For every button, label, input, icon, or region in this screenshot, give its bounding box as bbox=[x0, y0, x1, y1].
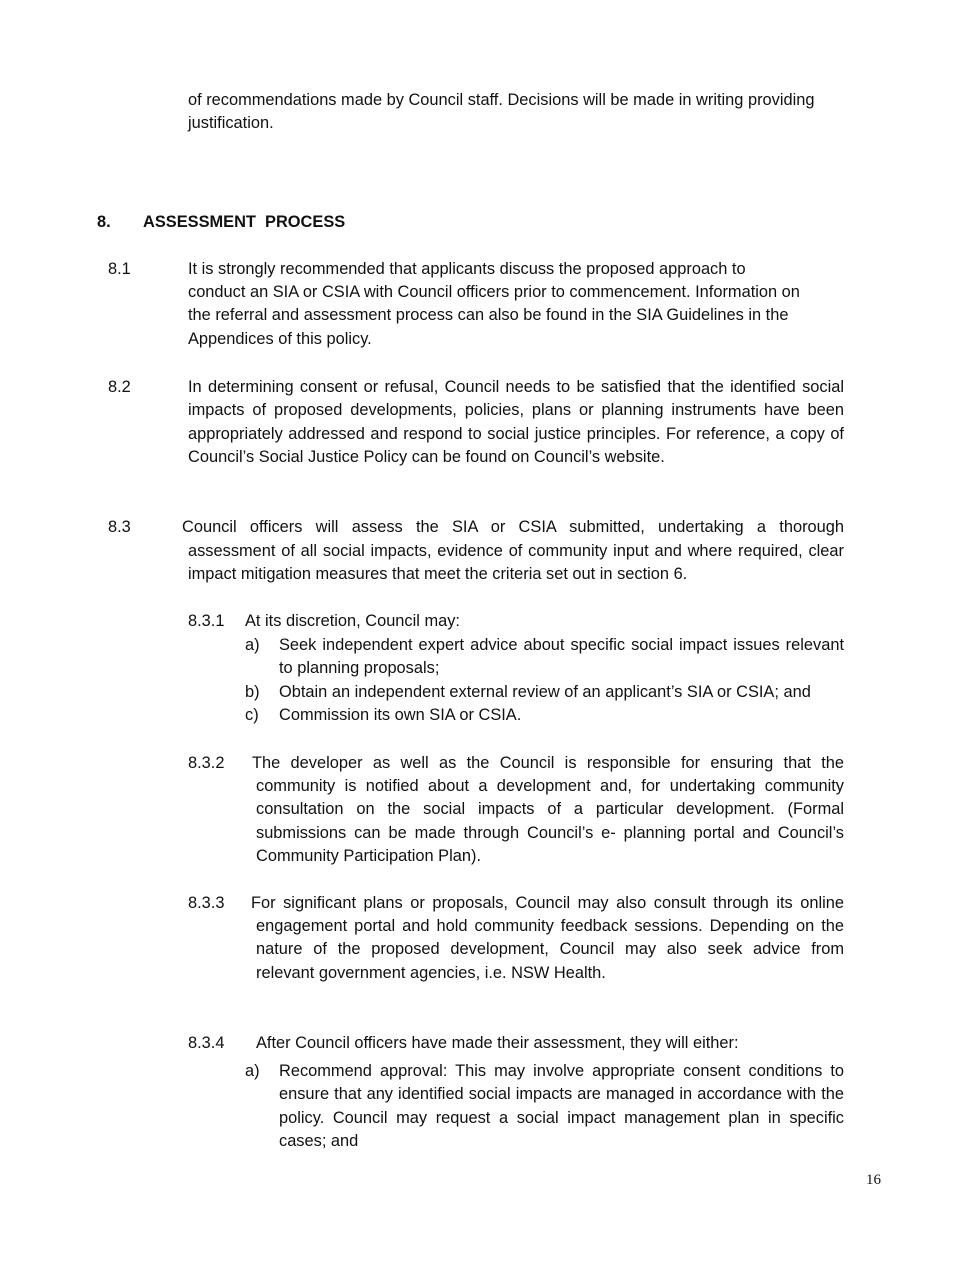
para-8-3-3-first-line: For significant plans or proposals, Council may also consult through its online bbox=[251, 894, 844, 912]
para-8-3-4-intro: After Council officers have made their assessment, they will either: bbox=[256, 1034, 739, 1052]
section-title: ASSESSMENT PROCESS bbox=[143, 213, 346, 231]
list-marker: a) bbox=[245, 636, 260, 654]
para-8-2-number: 8.2 bbox=[108, 378, 131, 396]
para-8-1-line: Appendices of this policy. bbox=[188, 330, 372, 348]
list-marker: a) bbox=[245, 1062, 260, 1080]
para-8-3-4-number: 8.3.4 bbox=[188, 1034, 225, 1052]
para-8-1-line: the referral and assessment process can also be found in the SIA Guidelines in the bbox=[188, 306, 789, 324]
para-8-3-number: 8.3 bbox=[108, 518, 131, 536]
para-8-3-3-number: 8.3.3 bbox=[188, 894, 225, 912]
list-marker: c) bbox=[245, 706, 259, 724]
para-8-1-line: conduct an SIA or CSIA with Council officers prior to commencement. Information on bbox=[188, 283, 800, 301]
para-8-3-3-text: engagement portal and hold community feedback sessions. Depending on the nature of the proposed development, Council may also seek advice from relevant government agencies, i.e. NSW Health. bbox=[256, 917, 844, 982]
para-8-3-2-last-line: Community Participation Plan). bbox=[256, 847, 482, 865]
para-8-2-text: In determining consent or refusal, Council needs to be satisfied that the identified social impacts of proposed developments, policies, plans or planning instruments have been appropriately addressed and respond to social justice principles. For reference, a copy of Council’s Social Justice Policy can be found on Council’s website. bbox=[188, 378, 844, 466]
para-8-3-1-intro: At its discretion, Council may: bbox=[245, 612, 460, 630]
para-8-1-number: 8.1 bbox=[108, 260, 131, 278]
list-marker: b) bbox=[245, 683, 260, 701]
list-item-text: Commission its own SIA or CSIA. bbox=[279, 706, 522, 724]
para-8-1-line: It is strongly recommended that applicants discuss the proposed approach to bbox=[188, 260, 746, 278]
list-item-text: Obtain an independent external review of an applicant’s SIA or CSIA; and bbox=[279, 683, 811, 701]
intro-line-2: justification. bbox=[188, 114, 274, 132]
intro-line-1: of recommendations made by Council staff. Decisions will be made in writing providing bbox=[188, 91, 815, 109]
page-number: 16 bbox=[866, 1172, 881, 1188]
para-8-3-2-first-line: The developer as well as the Council is responsible for ensuring that the bbox=[252, 754, 844, 772]
section-number: 8. bbox=[97, 213, 111, 231]
list-item-text: Recommend approval: This may involve appropriate consent conditions to ensure that any identified social impacts are managed in accordance with the policy. Council may request a social impact management plan in specific cases; and bbox=[279, 1062, 844, 1150]
para-8-3-text: assessment of all social impacts, evidence of community input and where required, clear impact mitigation measures that meet the criteria set out in section 6. bbox=[188, 542, 844, 584]
list-item-text: Seek independent expert advice about specific social impact issues relevant to planning proposals; bbox=[279, 636, 844, 678]
para-8-3-2-number: 8.3.2 bbox=[188, 754, 225, 772]
para-8-3-first-line: Council officers will assess the SIA or CSIA submitted, undertaking a thorough bbox=[182, 518, 844, 536]
para-8-3-1-number: 8.3.1 bbox=[188, 612, 225, 630]
para-8-3-2-text: community is notified about a development and, for undertaking community consultation on the social impacts of a particular development. (Formal submissions can be made through Council’s e- planning portal and Council’s bbox=[256, 777, 844, 842]
